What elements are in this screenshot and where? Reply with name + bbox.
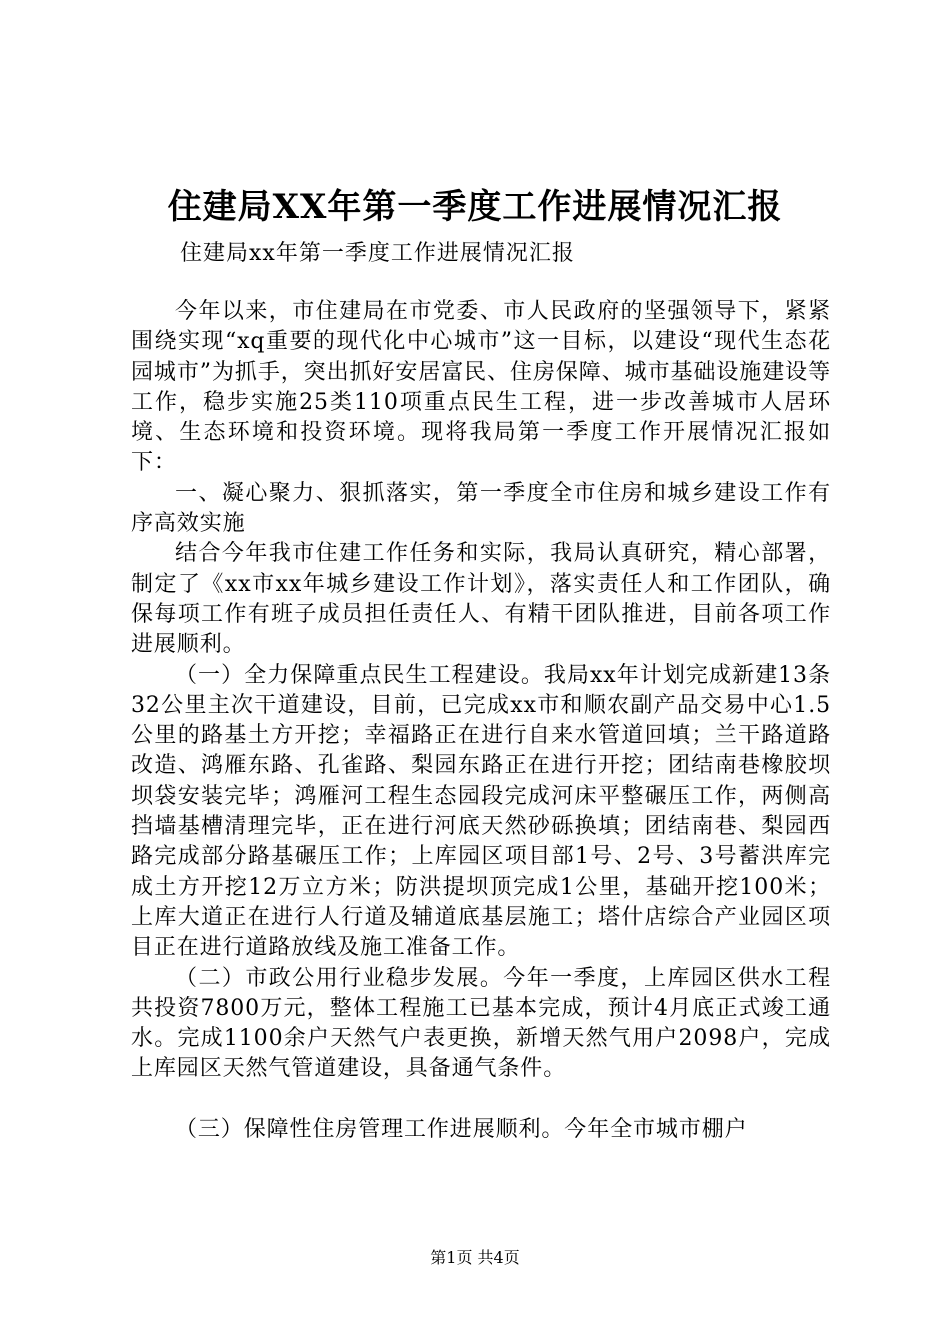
paragraph-item-3: （三）保障性住房管理工作进展顺利。今年全市城市棚户 [175, 1116, 748, 1142]
paragraph-item-1: （一）全力保障重点民生工程建设。我局xx年计划完成新建13条32公里主次干道建设，目前，已完成xx市和顺农副产品交易中心1.5公里的路基土方开挖；幸福路正在进行自来水管道回填；兰干路道路改造、鸿雁东路、孔雀路、梨园东路正在进行开挖；团结南巷橡胶坝坝袋安装完毕；鸿雁河工程生态园段完成河床平整碾压工作，两侧高挡墙基槽清理完毕，正在进行河底天然砂砾换填；团结南巷、梨园西路完成部分路基碾压工作；上库园区项目部1号、2号、3号蓄洪库完成土方开挖12万立方米；防洪提坝顶完成1公里，基础开挖100米；上库大道正在进行人行道及辅道底基层施工；塔什店综合产业园区项目正在进行道路放线及施工准备工作。 [131, 662, 831, 961]
paragraph-item-2: （二）市政公用行业稳步发展。今年一季度，上库园区供水工程共投资7800万元，整体工程施工已基本完成，预计4月底正式竣工通水。完成1100余户天然气户表更换，新增天然气用户2098户，完成上库园区天然气管道建设，具备通气条件。 [131, 965, 831, 1082]
paragraph-planning: 结合今年我市住建工作任务和实际，我局认真研究，精心部署，制定了《xx市xx年城乡建设工作计划》，落实责任人和工作团队，确保每项工作有班子成员担任责任人、有精干团队推进，目前各项工作进展顺利。 [131, 541, 831, 658]
paragraph-section-heading: 一、凝心聚力、狠抓落实，第一季度全市住房和城乡建设工作有序高效实施 [131, 480, 831, 537]
document-title: 住建局XX年第一季度工作进展情况汇报 [167, 187, 783, 227]
page-footer: 第1页 共4页 [430, 1248, 520, 1267]
document-body [131, 297, 831, 1145]
paragraph-intro: 今年以来，市住建局在市党委、市人民政府的坚强领导下，紧紧围绕实现“xq重要的现代化中心城市”这一目标，以建设“现代生态花园城市”为抓手，突出抓好安居富民、住房保障、城市基础设施建设等工作，稳步实施25类110项重点民生工程，进一步改善城市人居环境、生态环境和投资环境。现将我局第一季度工作开展情况汇报如下： [131, 299, 831, 476]
document-subtitle: 住建局xx年第一季度工作进展情况汇报 [180, 241, 575, 266]
